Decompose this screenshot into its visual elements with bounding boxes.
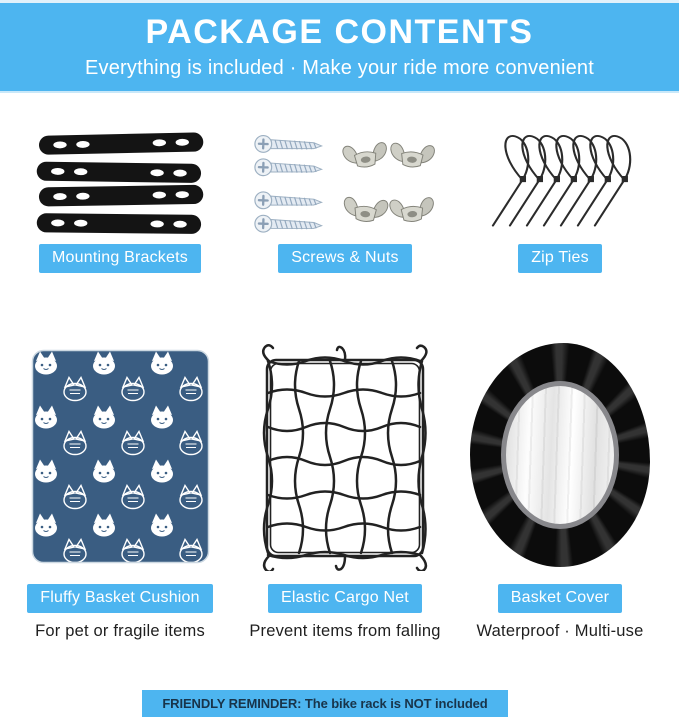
elastic-cargo-net-item [235, 343, 455, 571]
zip-ties-caption [450, 244, 670, 273]
mounting-brackets-item [10, 131, 230, 238]
screws-nuts-item [235, 131, 455, 238]
mounting-brackets-label: Mounting Brackets [39, 244, 201, 273]
basket-cushion-caption [10, 584, 230, 641]
cargo-net-caption [235, 584, 455, 641]
basket-cover-description: Waterproof · Multi-use [476, 622, 644, 640]
zip-ties-image [484, 131, 636, 234]
basket-cushion-description: For pet or fragile items [35, 622, 205, 640]
basket-cushion-label: Fluffy Basket Cushion [27, 584, 213, 613]
basket-cover-label: Basket Cover [498, 584, 622, 613]
header-banner [0, 0, 679, 93]
zip-ties-item [450, 131, 670, 234]
screws-nuts-image [251, 131, 439, 238]
mounting-brackets-caption [10, 244, 230, 273]
screws-nuts-caption [235, 244, 455, 273]
cargo-net-description: Prevent items from falling [249, 622, 441, 640]
friendly-reminder-banner [142, 690, 508, 717]
basket-cover-image [468, 341, 652, 569]
fluffy-basket-cushion-item [10, 349, 230, 564]
basket-cover-item [450, 341, 670, 569]
zip-ties-label: Zip Ties [518, 244, 602, 273]
cargo-net-image [254, 343, 436, 571]
basket-cover-caption [450, 584, 670, 641]
friendly-reminder-text: FRIENDLY REMINDER: The bike rack is NOT included [162, 696, 488, 711]
basket-cushion-image [31, 349, 210, 564]
screws-nuts-label: Screws & Nuts [278, 244, 412, 273]
basket-cover-inner-lining [501, 381, 619, 529]
mounting-brackets-image [29, 131, 211, 238]
cargo-net-label: Elastic Cargo Net [268, 584, 422, 613]
page-title: PACKAGE CONTENTS [145, 12, 534, 51]
page-subtitle: Everything is included · Make your ride more convenient [84, 57, 595, 80]
